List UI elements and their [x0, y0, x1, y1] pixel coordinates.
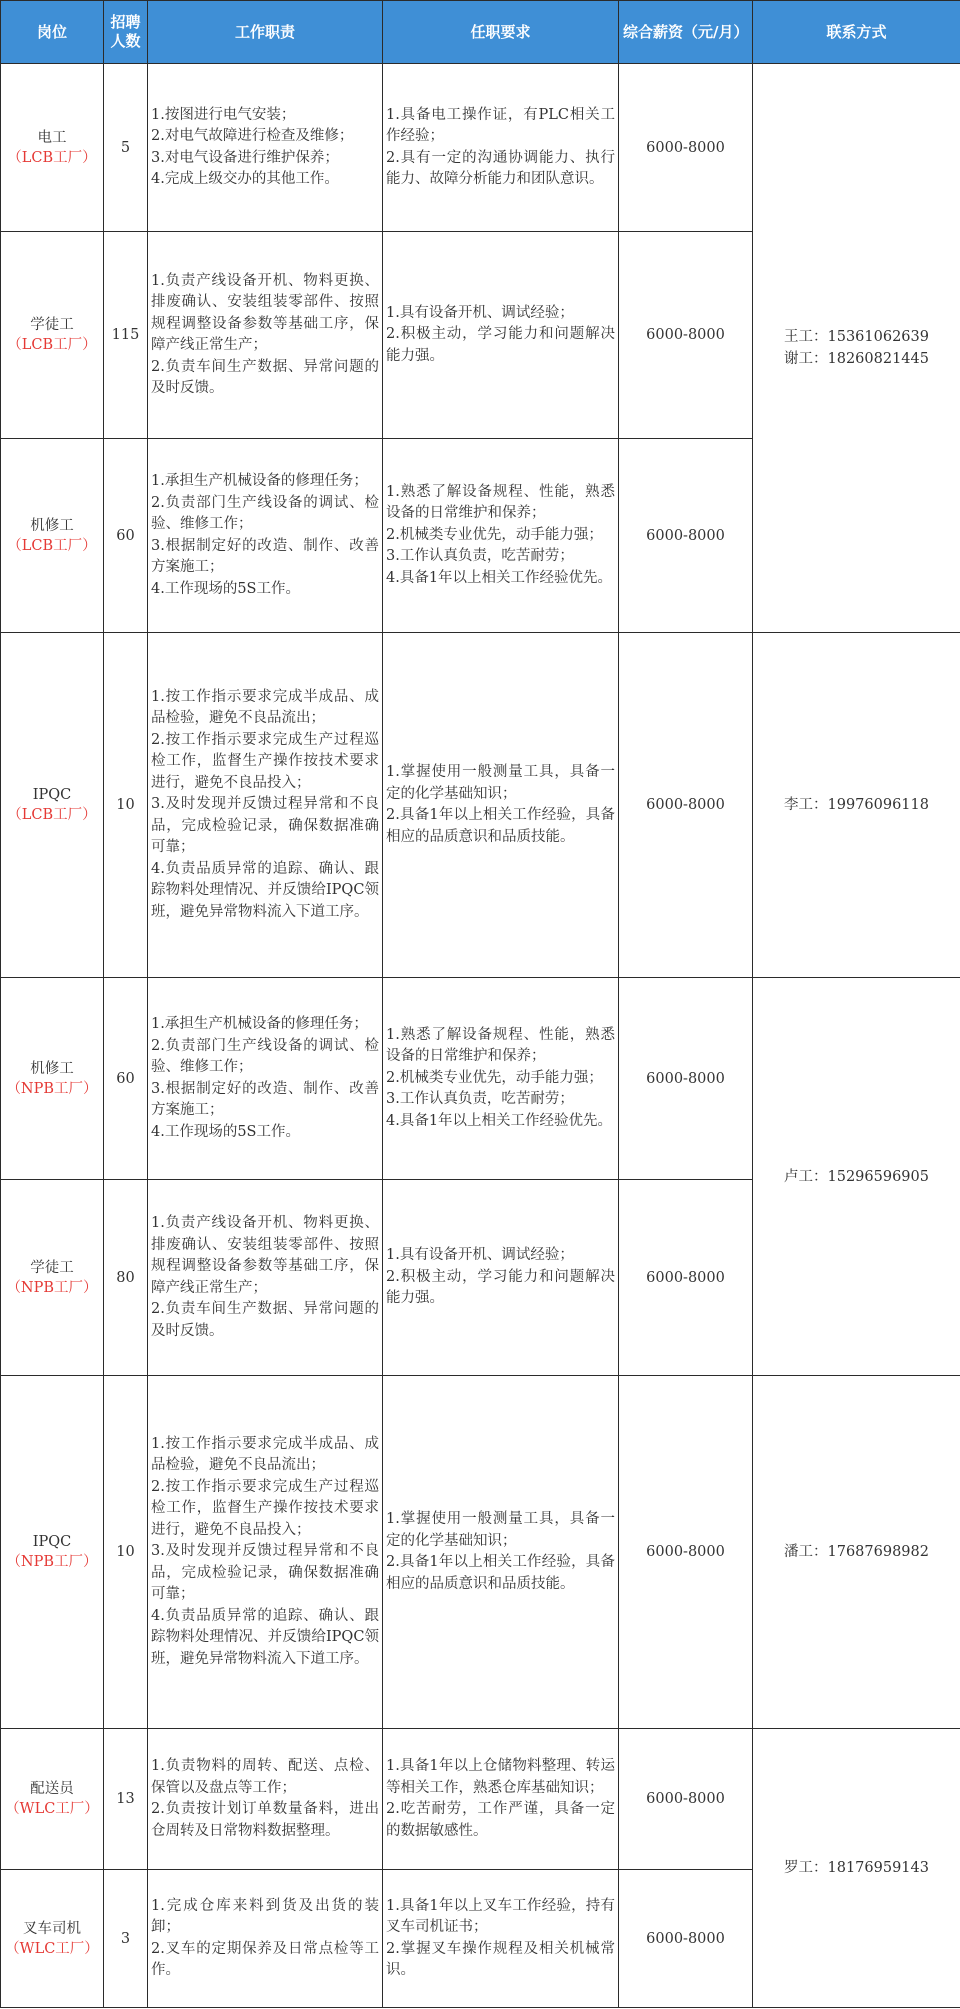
position-cell: IPQC （LCB工厂）: [1, 633, 104, 978]
header-duties: 工作职责: [148, 1, 383, 64]
duties-cell: 1.承担生产机械设备的修理任务； 2.负责部门生产线设备的调试、检验、维修工作； 3.根据制定好的改造、制作、改善方案施工； 4.工作现场的5S工作。: [148, 978, 383, 1180]
salary-cell: 6000-8000: [619, 232, 753, 439]
salary-cell: 6000-8000: [619, 1729, 753, 1870]
salary-cell: 6000-8000: [619, 978, 753, 1180]
header-requirements: 任职要求: [383, 1, 619, 64]
requirements-cell: 1.具备电工操作证，有PLC相关工作经验； 2.具有一定的沟通协调能力、执行能力、故障分析能力和团队意识。: [383, 64, 619, 232]
table-row: [1, 1376, 960, 1729]
salary-cell: 6000-8000: [619, 439, 753, 633]
duties-cell: 1.按工作指示要求完成半成品、成品检验，避免不良品流出； 2.按工作指示要求完成生产过程巡检工作，监督生产操作按技术要求进行，避免不良品投入； 3.及时发现并反馈过程异常和不良品，完成检验记录，确保数据准确可靠； 4.负责品质异常的追踪、确认、跟踪物料处理情况、并反馈给IPQC领班，避免异常物料流入下道工序。: [148, 633, 383, 978]
count-cell: 60: [104, 978, 148, 1180]
position-cell: 叉车司机 （WLC工厂）: [1, 1870, 104, 2008]
duties-cell: 1.负责产线设备开机、物料更换、排废确认、安装组装零部件、按照规程调整设备参数等基础工序，保障产线正常生产； 2.负责车间生产数据、异常问题的及时反馈。: [148, 232, 383, 439]
requirements-cell: 1.具备1年以上仓储物料整理、转运等相关工作，熟悉仓库基础知识； 2.吃苦耐劳，工作严谨，具备一定的数据敏感性。: [383, 1729, 619, 1870]
contact-cell: 卢工：15296596905: [753, 978, 960, 1376]
count-cell: 10: [104, 1376, 148, 1729]
count-cell: 10: [104, 633, 148, 978]
requirements-cell: 1.熟悉了解设备规程、性能，熟悉设备的日常维护和保养； 2.机械类专业优先，动手能力强； 3.工作认真负责，吃苦耐劳； 4.具备1年以上相关工作经验优先。: [383, 978, 619, 1180]
salary-cell: 6000-8000: [619, 64, 753, 232]
requirements-cell: 1.掌握使用一般测量工具，具备一定的化学基础知识； 2.具备1年以上相关工作经验，具备相应的品质意识和品质技能。: [383, 1376, 619, 1729]
duties-cell: 1.按工作指示要求完成半成品、成品检验，避免不良品流出； 2.按工作指示要求完成生产过程巡检工作，监督生产操作按技术要求进行，避免不良品投入； 3.及时发现并反馈过程异常和不良品，完成检验记录，确保数据准确可靠； 4.负责品质异常的追踪、确认、跟踪物料处理情况、并反馈给IPQC领班，避免异常物料流入下道工序。: [148, 1376, 383, 1729]
contact-cell: 李工：19976096118: [753, 633, 960, 978]
salary-cell: 6000-8000: [619, 633, 753, 978]
header-position: 岗位: [1, 1, 104, 64]
header-count: 招聘人数: [104, 1, 148, 64]
count-cell: 80: [104, 1180, 148, 1376]
table-header: [1, 1, 960, 64]
requirements-cell: 1.具有设备开机、调试经验； 2.积极主动，学习能力和问题解决能力强。: [383, 232, 619, 439]
header-salary: 综合薪资（元/月）: [619, 1, 753, 64]
duties-cell: 1.承担生产机械设备的修理任务； 2.负责部门生产线设备的调试、检验、维修工作； 3.根据制定好的改造、制作、改善方案施工； 4.工作现场的5S工作。: [148, 439, 383, 633]
requirements-cell: 1.具有设备开机、调试经验； 2.积极主动，学习能力和问题解决能力强。: [383, 1180, 619, 1376]
count-cell: 3: [104, 1870, 148, 2008]
duties-cell: 1.负责产线设备开机、物料更换、排废确认、安装组装零部件、按照规程调整设备参数等基础工序，保障产线正常生产； 2.负责车间生产数据、异常问题的及时反馈。: [148, 1180, 383, 1376]
requirements-cell: 1.掌握使用一般测量工具，具备一定的化学基础知识； 2.具备1年以上相关工作经验，具备相应的品质意识和品质技能。: [383, 633, 619, 978]
position-cell: 机修工 （LCB工厂）: [1, 439, 104, 633]
count-cell: 115: [104, 232, 148, 439]
position-cell: 机修工 （NPB工厂）: [1, 978, 104, 1180]
position-cell: IPQC （NPB工厂）: [1, 1376, 104, 1729]
duties-cell: 1.按图进行电气安装； 2.对电气故障进行检查及维修； 3.对电气设备进行维护保养； 4.完成上级交办的其他工作。: [148, 64, 383, 232]
salary-cell: 6000-8000: [619, 1870, 753, 2008]
salary-cell: 6000-8000: [619, 1376, 753, 1729]
salary-cell: 6000-8000: [619, 1180, 753, 1376]
count-cell: 60: [104, 439, 148, 633]
table-row: [1, 978, 960, 1180]
table-row: [1, 1729, 960, 1870]
table-row: [1, 633, 960, 978]
requirements-cell: 1.熟悉了解设备规程、性能，熟悉设备的日常维护和保养； 2.机械类专业优先，动手能力强； 3.工作认真负责，吃苦耐劳； 4.具备1年以上相关工作经验优先。: [383, 439, 619, 633]
contact-cell: 罗工：18176959143: [753, 1729, 960, 2008]
duties-cell: 1.完成仓库来料到货及出货的装卸； 2.叉车的定期保养及日常点检等工作。: [148, 1870, 383, 2008]
position-cell: 学徒工 （LCB工厂）: [1, 232, 104, 439]
position-cell: 电工 （LCB工厂）: [1, 64, 104, 232]
duties-cell: 1.负责物料的周转、配送、点检、保管以及盘点等工作； 2.负责按计划订单数量备料，进出仓周转及日常物料数据整理。: [148, 1729, 383, 1870]
contact-cell: 王工：15361062639 谢工：18260821445: [753, 64, 960, 633]
position-cell: 学徒工 （NPB工厂）: [1, 1180, 104, 1376]
position-cell: 配送员 （WLC工厂）: [1, 1729, 104, 1870]
table-row: [1, 64, 960, 232]
contact-cell: 潘工：17687698982: [753, 1376, 960, 1729]
requirements-cell: 1.具备1年以上叉车工作经验，持有叉车司机证书； 2.掌握叉车操作规程及相关机械常识。: [383, 1870, 619, 2008]
count-cell: 5: [104, 64, 148, 232]
count-cell: 13: [104, 1729, 148, 1870]
header-contact: 联系方式: [753, 1, 960, 64]
